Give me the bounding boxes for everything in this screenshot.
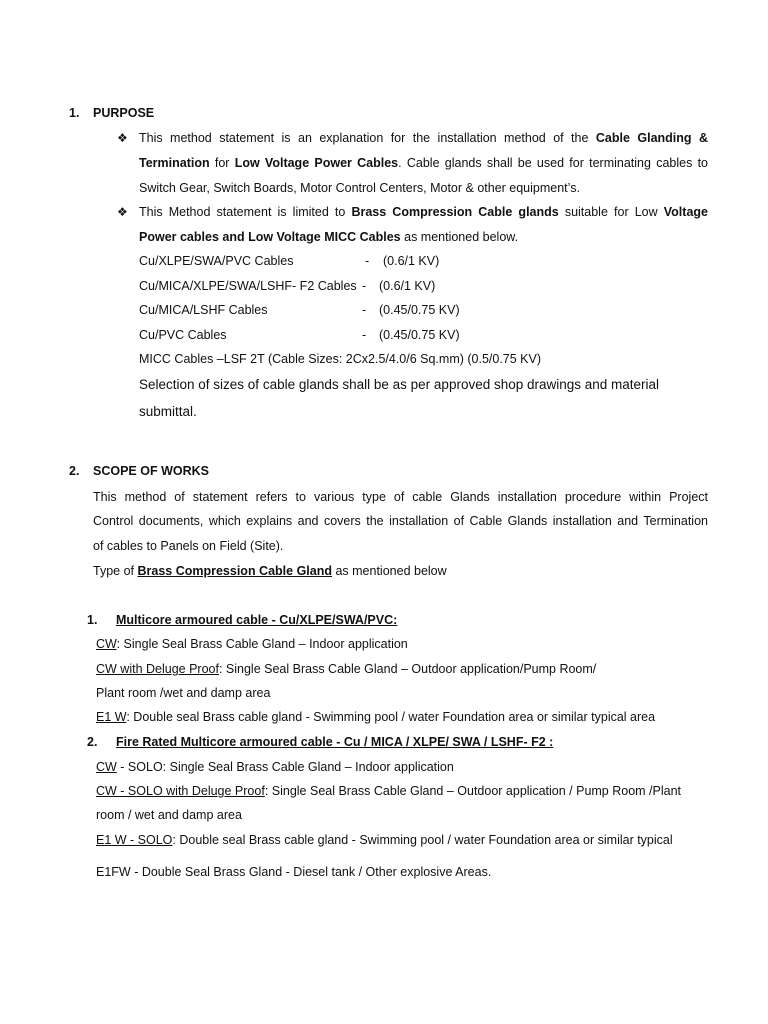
selection-line2: submittal. bbox=[139, 404, 197, 419]
cable-rating: (0.45/0.75 KV) bbox=[379, 303, 460, 317]
type-line: Type of Brass Compression Cable Gland as mentioned below bbox=[93, 564, 447, 578]
purpose-bullet1-line1: This method statement is an explanation for the installation method of the Cable Glanding & bbox=[139, 131, 709, 145]
cable-name: Cu/MICA/XLPE/SWA/LSHF- F2 Cables bbox=[139, 279, 357, 293]
section-number: 2. bbox=[69, 464, 80, 478]
subsection-number: 1. bbox=[87, 613, 98, 627]
section-number: 1. bbox=[69, 106, 80, 120]
gland-e1w: E1 W: Double seal Brass cable gland - Swimming pool / water Foundation area or similar typical area bbox=[96, 710, 656, 724]
cable-name: Cu/PVC Cables bbox=[139, 328, 227, 342]
gland-cw: CW: Single Seal Brass Cable Gland – Indoor application bbox=[96, 637, 408, 651]
cable-separator: - bbox=[362, 279, 367, 293]
diamond-bullet-icon: ❖ bbox=[117, 205, 128, 219]
scope-para-line1: This method of statement refers to various type of cable Glands installation procedure within Project bbox=[93, 490, 708, 504]
cable-separator: - bbox=[362, 328, 367, 342]
gland-cw-solo-deluge-cont: room / wet and damp area bbox=[96, 808, 242, 822]
cable-name: Cu/XLPE/SWA/PVC Cables bbox=[139, 254, 294, 268]
cable-rating: (0.6/1 KV) bbox=[379, 279, 436, 293]
gland-cw-solo-deluge: CW - SOLO with Deluge Proof: Single Seal Brass Cable Gland – Outdoor application / Pump Room /Plant bbox=[96, 784, 682, 798]
cable-separator: - bbox=[362, 303, 367, 317]
scope-para-line3: of cables to Panels on Field (Site). bbox=[93, 539, 284, 553]
section-heading-purpose: PURPOSE bbox=[93, 106, 155, 120]
cable-separator: - bbox=[365, 254, 370, 268]
scope-para-line2: Control documents, which explains and covers the installation of Cable Glands installation and Termination bbox=[93, 514, 708, 528]
gland-e1fw: E1FW - Double Seal Brass Gland - Diesel tank / Other explosive Areas. bbox=[96, 865, 492, 879]
gland-e1w-solo: E1 W - SOLO: Double seal Brass cable gland - Swimming pool / water Foundation area or similar typical bbox=[96, 833, 673, 847]
gland-cw-deluge: CW with Deluge Proof: Single Seal Brass Cable Gland – Outdoor application/Pump Room/ bbox=[96, 662, 597, 676]
subsection-heading-multicore: Multicore armoured cable - Cu/XLPE/SWA/PVC: bbox=[116, 613, 398, 627]
selection-line1: Selection of sizes of cable glands shall be as per approved shop drawings and material bbox=[139, 377, 660, 392]
purpose-bullet1-line3: Switch Gear, Switch Boards, Motor Control Centers, Motor & other equipment’s. bbox=[139, 181, 580, 195]
purpose-bullet1-line2: Termination for Low Voltage Power Cables. Cable glands shall be used for terminating cables to bbox=[139, 156, 708, 170]
diamond-bullet-icon: ❖ bbox=[117, 131, 128, 145]
gland-cw-deluge-cont: Plant room /wet and damp area bbox=[96, 686, 271, 700]
purpose-bullet2-line1: This Method statement is limited to Brass Compression Cable glands suitable for Low Voltage bbox=[139, 205, 708, 219]
cable-rating: (0.6/1 KV) bbox=[383, 254, 440, 268]
subsection-heading-fire-rated: Fire Rated Multicore armoured cable - Cu / MICA / XLPE/ SWA / LSHF- F2 : bbox=[116, 735, 554, 749]
cable-rating: (0.45/0.75 KV) bbox=[379, 328, 460, 342]
cable-name: Cu/MICA/LSHF Cables bbox=[139, 303, 268, 317]
purpose-bullet2-line2: Power cables and Low Voltage MICC Cables as mentioned below. bbox=[139, 230, 519, 244]
gland-cw-solo: CW - SOLO: Single Seal Brass Cable Gland – Indoor application bbox=[96, 760, 454, 774]
section-heading-scope: SCOPE OF WORKS bbox=[93, 464, 209, 478]
subsection-number: 2. bbox=[87, 735, 98, 749]
micc-cable-line: MICC Cables –LSF 2T (Cable Sizes: 2Cx2.5/4.0/6 Sq.mm) (0.5/0.75 KV) bbox=[139, 352, 542, 366]
